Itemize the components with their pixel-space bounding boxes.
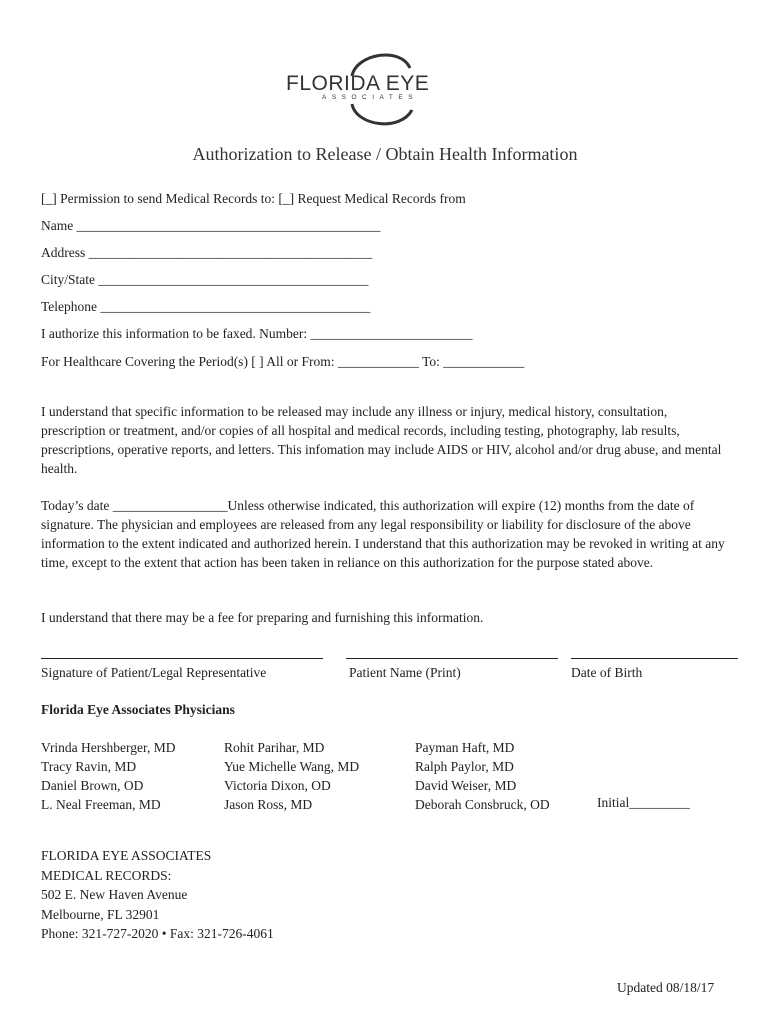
logo-wordmark: FLORIDA EYE (286, 72, 430, 95)
address-line: 502 E. New Haven Avenue (41, 887, 188, 902)
physician-name: David Weiser, MD (415, 778, 517, 793)
updated-date: Updated 08/18/17 (617, 980, 715, 995)
physician-name: Rohit Parihar, MD (224, 740, 325, 755)
physicians-heading: Florida Eye Associates Physicians (41, 702, 235, 717)
physician-name: Yue Michelle Wang, MD (224, 759, 360, 774)
dob-line (571, 658, 738, 659)
address-line: FLORIDA EYE ASSOCIATES (41, 848, 212, 863)
name-field: Name _____________________________________________ (41, 218, 381, 233)
physician-name: Daniel Brown, OD (41, 778, 144, 793)
understand-paragraph: I understand that specific information to be released may include any illness or injury, medical history, consultation, prescription or treatment, and/or copies of all hospital and medical records, including testing, photography, lab results, prescriptions, operative reports, and letters. This infomation may include AIDS or HIV, alcohol and/or drug abuse, and mental health. (41, 404, 722, 476)
todays-date-paragraph: Today’s date _________________Unless otherwise indicated, this authorization will expire (12) months from the date of signature. The physician and employees are released from any legal responsibility or liability for disclosure of the above information to the extent indicated and authorized herein. I understand that this authorization may be revoked in writing at any time, except to the extent that action has been taken in reliance on this authorization for the purpose stated above. (41, 498, 725, 570)
permission-line: [_] Permission to send Medical Records to: [_] Request Medical Records from (41, 191, 466, 206)
fax-field: I authorize this information to be faxed. Number: ________________________ (41, 326, 473, 341)
telephone-field: Telephone ________________________________________ (41, 299, 371, 314)
physician-name: Victoria Dixon, OD (224, 778, 331, 793)
dob-label: Date of Birth (571, 665, 643, 680)
mailing-address (41, 846, 274, 944)
patient-name-label: Patient Name (Print) (349, 665, 461, 680)
physicians-column-2 (224, 738, 359, 814)
logo-subtext: ASSOCIATES (322, 94, 419, 101)
address-field: Address __________________________________________ (41, 245, 373, 260)
physician-name: Jason Ross, MD (224, 797, 313, 812)
page-title: Authorization to Release / Obtain Health Information (192, 144, 578, 164)
period-field: For Healthcare Covering the Period(s) [ ] All or From: ____________ To: ____________ (41, 354, 525, 369)
physician-name: Tracy Ravin, MD (41, 759, 137, 774)
florida-eye-logo (282, 48, 492, 128)
patient-name-line (346, 658, 558, 659)
physicians-column-3 (415, 738, 550, 814)
city-state-field: City/State ________________________________________ (41, 272, 369, 287)
physician-name: L. Neal Freeman, MD (41, 797, 161, 812)
physicians-column-1 (41, 738, 176, 814)
initial-field: Initial_________ (597, 795, 690, 810)
patient-signature-label: Signature of Patient/Legal Representative (41, 665, 267, 680)
address-line: Phone: 321-727-2020 • Fax: 321-726-4061 (41, 926, 274, 941)
patient-signature-line (41, 658, 323, 659)
physician-name: Payman Haft, MD (415, 740, 515, 755)
physician-name: Vrinda Hershberger, MD (41, 740, 176, 755)
address-line: Melbourne, FL 32901 (41, 906, 160, 922)
fee-paragraph: I understand that there may be a fee for preparing and furnishing this information. (41, 610, 484, 625)
physician-name: Ralph Paylor, MD (415, 759, 514, 774)
address-line: MEDICAL RECORDS: (41, 867, 172, 883)
physician-name: Deborah Consbruck, OD (415, 797, 550, 812)
